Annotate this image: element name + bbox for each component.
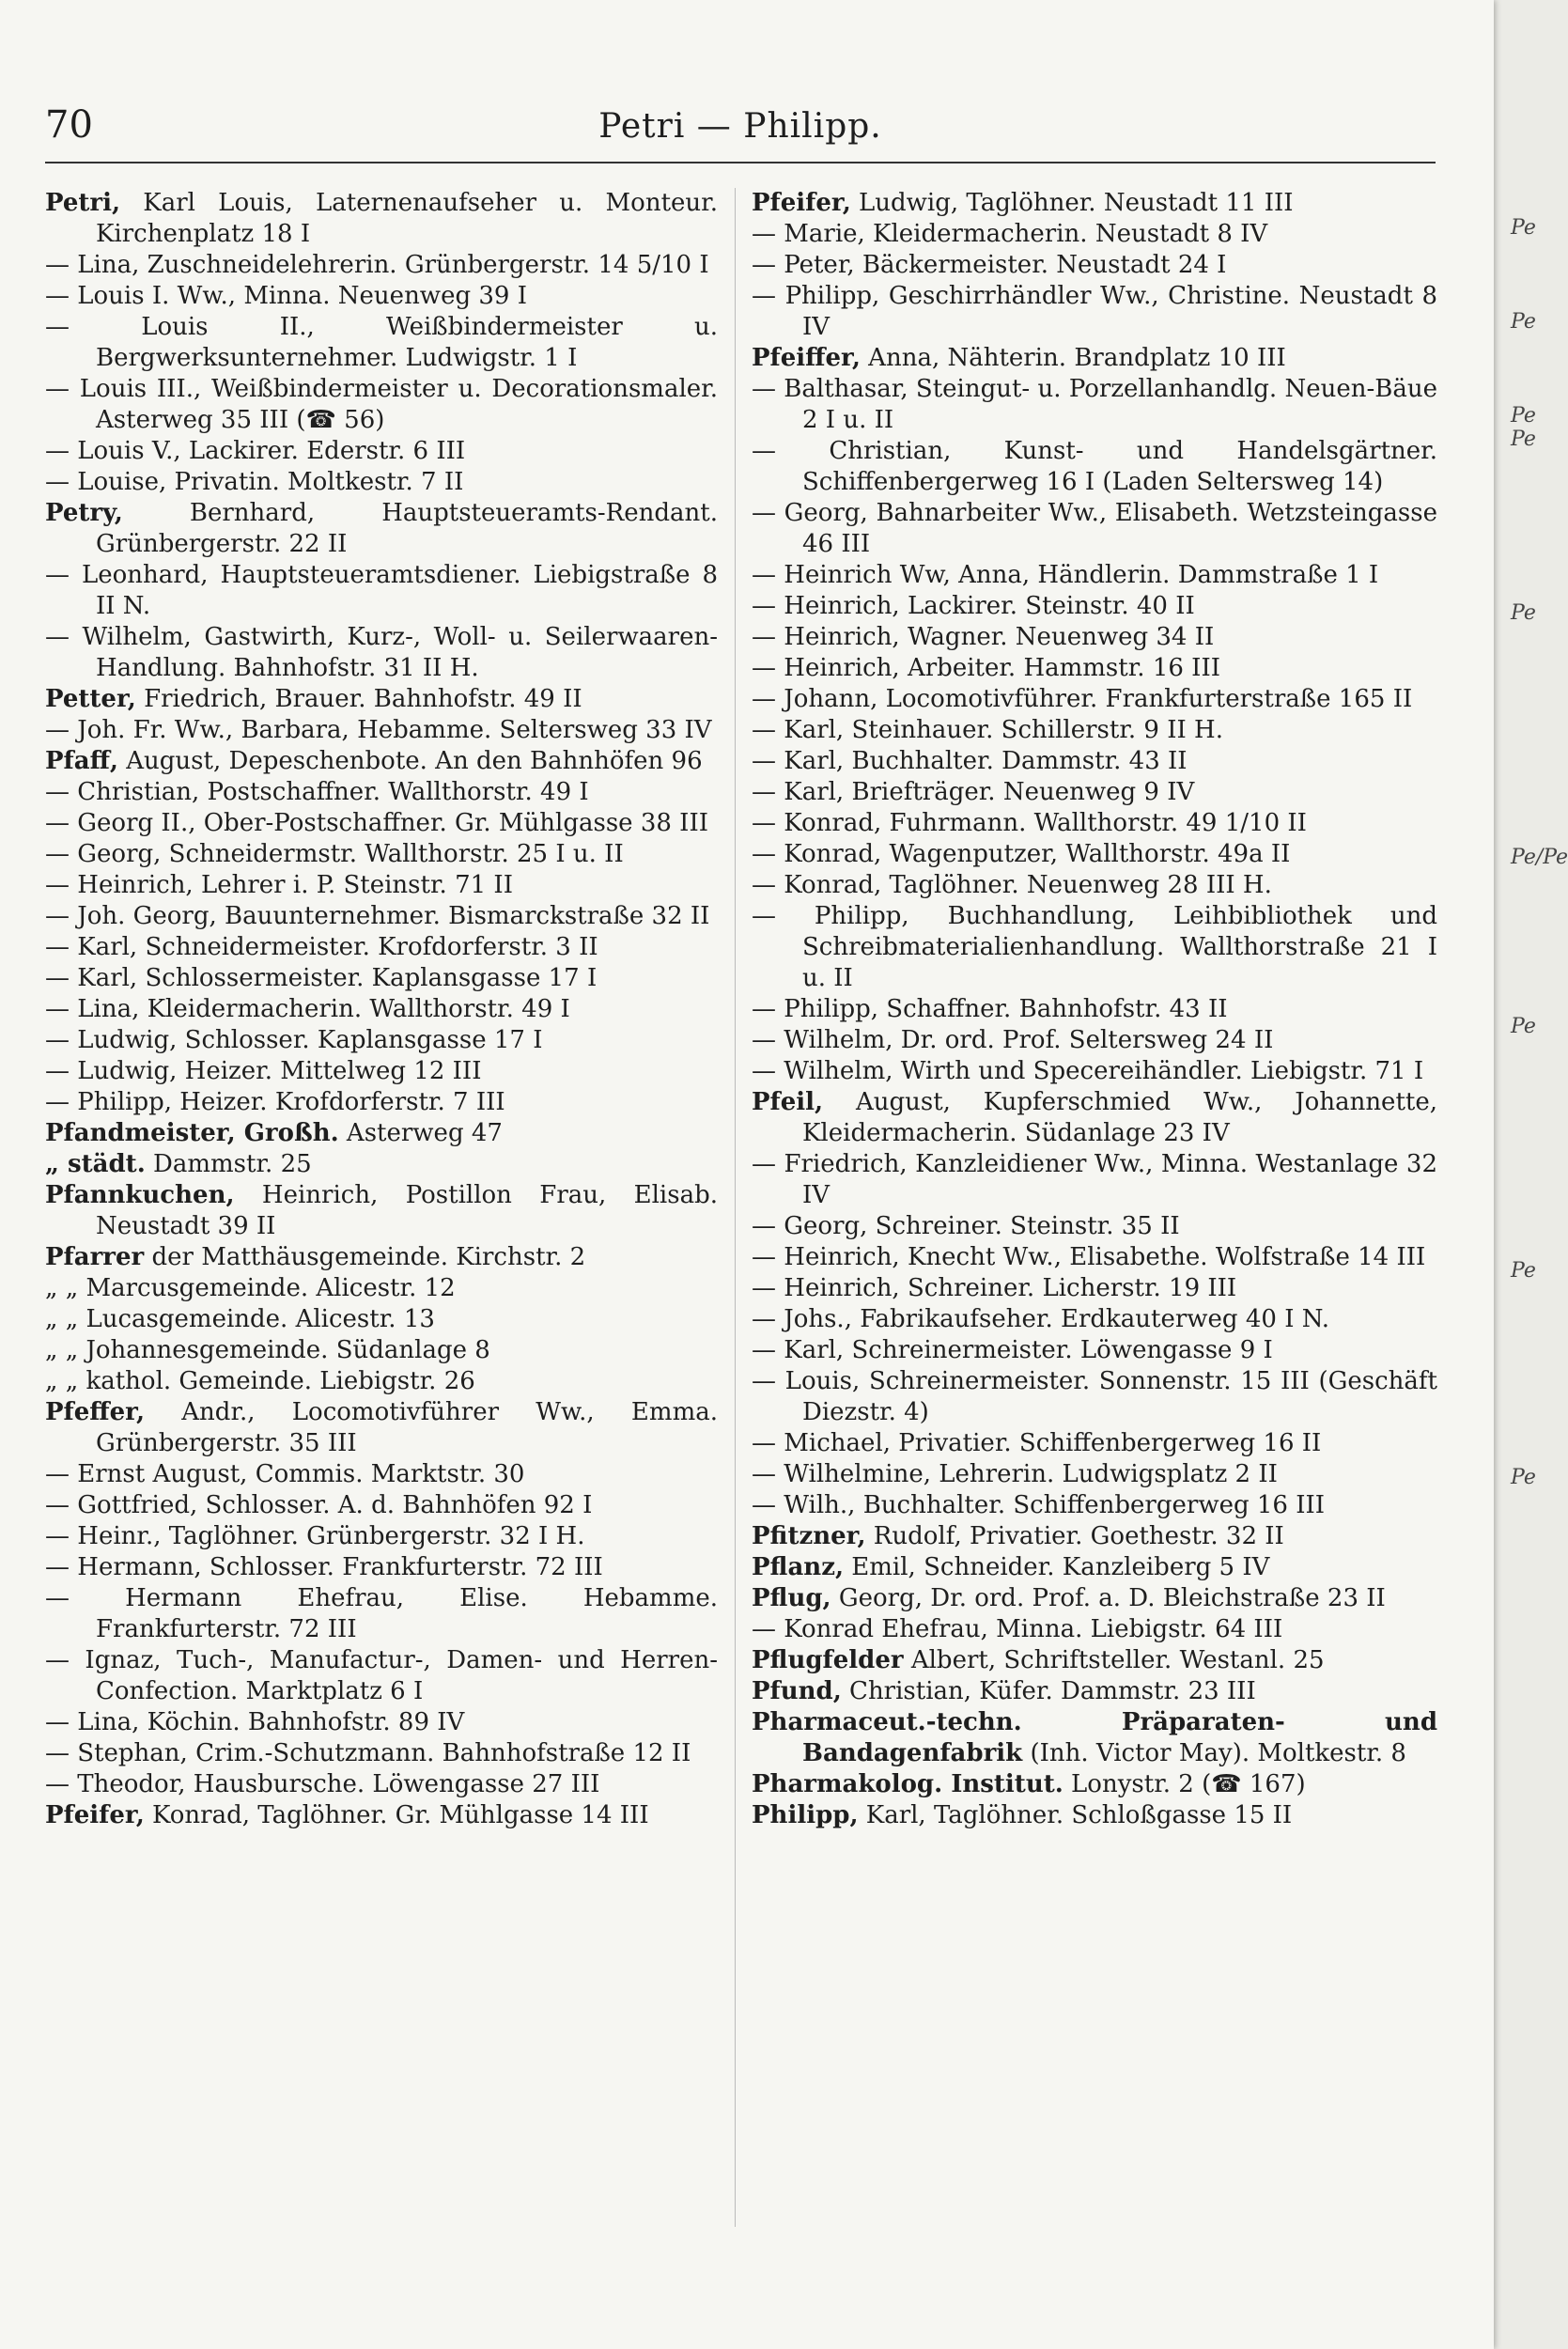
entry-text: — Heinrich, Wagner. Neuenweg 34 II (752, 623, 1215, 651)
directory-entry (45, 1397, 718, 1459)
entry-text: — Karl, Schlossermeister. Kaplansgasse 17 I (45, 964, 598, 992)
entry-surname: Pharmakolog. Institut. (752, 1770, 1063, 1798)
entry-surname: Petry, (45, 499, 123, 527)
entry-surname: Pfaff, (45, 747, 118, 775)
entry-surname: Pfeil, (752, 1088, 824, 1116)
entry-surname: Pflug, (752, 1584, 831, 1612)
directory-entry (752, 1335, 1437, 1366)
entry-text: — Louis III., Weißbindermeister u. Decorationsmaler. Asterweg 35 III (☎ 56) (45, 375, 718, 434)
directory-entry (45, 1118, 718, 1149)
entry-text: — Ignaz, Tuch-, Manufactur-, Damen- und Herren-Confection. Marktplatz 6 I (45, 1646, 718, 1705)
entry-surname: Philipp, (752, 1801, 859, 1829)
directory-entry (752, 1087, 1437, 1149)
entry-text: „ „ Marcusgemeinde. Alicestr. 12 (45, 1274, 456, 1302)
entry-text: — Heinrich Ww, Anna, Händlerin. Dammstraße 1 I (752, 561, 1379, 589)
directory-entry (45, 1025, 718, 1056)
entry-text: — Friedrich, Kanzleidiener Ww., Minna. Westanlage 32 IV (752, 1150, 1437, 1209)
entry-text: — Louis I. Ww., Minna. Neuenweg 39 I (45, 282, 527, 310)
entry-text: Georg, Dr. ord. Prof. a. D. Bleichstraße 23 II (831, 1584, 1386, 1612)
directory-entry (45, 870, 718, 901)
directory-entry (45, 715, 718, 746)
entry-text: — Philipp, Schaffner. Bahnhofstr. 43 II (752, 995, 1228, 1023)
directory-entry (45, 901, 718, 932)
directory-entry (752, 560, 1437, 591)
entry-surname: Pflanz, (752, 1553, 845, 1581)
entry-text: — Heinrich, Lackirer. Steinstr. 40 II (752, 592, 1195, 620)
entry-text: Anna, Nähterin. Brandplatz 10 III (860, 344, 1286, 372)
entry-text: „ „ Lucasgemeinde. Alicestr. 13 (45, 1305, 435, 1333)
entry-text: — Heinrich, Arbeiter. Hammstr. 16 III (752, 654, 1220, 682)
directory-entry (45, 1459, 718, 1490)
directory-entry (45, 1738, 718, 1769)
directory-entry (45, 808, 718, 839)
directory-entry (45, 436, 718, 467)
right-column (752, 188, 1437, 1831)
directory-entry (45, 560, 718, 622)
directory-entry (45, 746, 718, 777)
page-number: 70 (45, 103, 93, 147)
directory-entry (752, 1614, 1437, 1645)
directory-entry (45, 281, 718, 312)
directory-entry (752, 1490, 1437, 1521)
directory-entry (752, 374, 1437, 436)
entry-text: — Konrad, Taglöhner. Neuenweg 28 III H. (752, 871, 1272, 899)
directory-entry (752, 746, 1437, 777)
entry-text: Asterweg 47 (338, 1119, 503, 1147)
entry-surname: „ städt. (45, 1150, 146, 1178)
entry-surname: Pfund, (752, 1677, 842, 1705)
directory-entry (752, 808, 1437, 839)
entry-text: Heinrich, Postillon Frau, Elisab. Neustadt 39 II (96, 1181, 718, 1240)
directory-entry (752, 591, 1437, 622)
entry-text: — Christian, Postschaffner. Wallthorstr. 49 I (45, 778, 589, 806)
edge-mark: Pe Pe (1511, 404, 1536, 451)
entry-text: — Louis V., Lackirer. Ederstr. 6 III (45, 437, 466, 465)
edge-mark: Pe (1511, 1259, 1536, 1283)
directory-entry (752, 901, 1437, 994)
directory-entry (752, 281, 1437, 343)
directory-entry (45, 188, 718, 250)
entry-text: — Philipp, Buchhandlung, Leihbibliothek und Schreibmaterialienhandlung. Wallthorstraße 21 I u. II (752, 902, 1437, 992)
entry-text: — Hermann Ehefrau, Elise. Hebamme. Frankfurterstr. 72 III (45, 1584, 718, 1643)
directory-entry (45, 1521, 718, 1552)
directory-entry (45, 1707, 718, 1738)
directory-entry (45, 374, 718, 436)
directory-entry (45, 777, 718, 808)
entry-text: — Karl, Briefträger. Neuenweg 9 IV (752, 778, 1195, 806)
edge-mark: Pe (1511, 310, 1536, 334)
entry-text: — Ludwig, Schlosser. Kaplansgasse 17 I (45, 1026, 543, 1054)
entry-text: — Heinrich, Lehrer i. P. Steinstr. 71 II (45, 871, 513, 899)
entry-text: der Matthäusgemeinde. Kirchstr. 2 (144, 1243, 586, 1271)
directory-entry (752, 343, 1437, 374)
entry-surname: Pfeifer, (752, 189, 851, 217)
entry-text: Andr., Locomotivführer Ww., Emma. Grünbergerstr. 35 III (96, 1398, 718, 1457)
entry-text: — Ludwig, Heizer. Mittelweg 12 III (45, 1057, 482, 1085)
entry-text: — Heinrich, Schreiner. Licherstr. 19 III (752, 1274, 1237, 1302)
directory-entry (752, 188, 1437, 219)
entry-text: Christian, Küfer. Dammstr. 23 III (841, 1677, 1256, 1705)
directory-entry (45, 1242, 718, 1273)
directory-entry (752, 1273, 1437, 1304)
directory-entry (752, 684, 1437, 715)
edge-mark: Pe/Pe (1511, 846, 1568, 869)
page-edge-thumb-index (1499, 0, 1568, 2349)
directory-entry (45, 1366, 718, 1397)
entry-text: — Lina, Köchin. Bahnhofstr. 89 IV (45, 1708, 465, 1736)
edge-mark: Pe (1511, 216, 1536, 240)
entry-text: Lonystr. 2 (☎ 167) (1063, 1770, 1306, 1798)
directory-entry (752, 870, 1437, 901)
entry-surname: Pfeifer, (45, 1801, 145, 1829)
entry-text: — Wilhelm, Dr. ord. Prof. Seltersweg 24 II (752, 1026, 1274, 1054)
entry-text: — Louise, Privatin. Moltkestr. 7 II (45, 468, 464, 496)
edge-mark: Pe (1511, 1015, 1536, 1038)
entry-text: — Wilh., Buchhalter. Schiffenbergerweg 16 III (752, 1491, 1326, 1519)
entry-text: — Johs., Fabrikaufseher. Erdkauterweg 40 I N. (752, 1305, 1330, 1333)
directory-entry (45, 839, 718, 870)
entry-text: — Wilhelm, Gastwirth, Kurz-, Woll- u. Seilerwaaren-Handlung. Bahnhofstr. 31 II H. (45, 623, 718, 682)
directory-entry (45, 1304, 718, 1335)
directory-entry (45, 1180, 718, 1242)
entry-text: — Lina, Kleidermacherin. Wallthorstr. 49 I (45, 995, 570, 1023)
directory-entry (752, 1676, 1437, 1707)
directory-entry (752, 219, 1437, 250)
directory-entry (752, 1025, 1437, 1056)
entry-text: Rudolf, Privatier. Goethestr. 32 II (865, 1522, 1284, 1550)
directory-entry (45, 1552, 718, 1583)
entry-text: — Balthasar, Steingut- u. Porzellanhandlg. Neuen-Bäue 2 I u. II (752, 375, 1437, 434)
entry-text: — Gottfried, Schlosser. A. d. Bahnhöfen 92 I (45, 1491, 593, 1519)
left-column (45, 188, 718, 1831)
directory-entry (45, 1583, 718, 1645)
directory-entry (752, 1211, 1437, 1242)
directory-entry (752, 250, 1437, 281)
entry-text: „ „ kathol. Gemeinde. Liebigstr. 26 (45, 1367, 475, 1395)
directory-entry (752, 1769, 1437, 1800)
entry-surname: Pharmaceut.-techn. Präparaten- und Bandagenfabrik (752, 1708, 1437, 1767)
directory-entry (752, 1583, 1437, 1614)
directory-entry (45, 250, 718, 281)
entry-text: — Marie, Kleidermacherin. Neustadt 8 IV (752, 220, 1268, 248)
entry-text: — Lina, Zuschneidelehrerin. Grünbergerstr. 14 5/10 I (45, 251, 709, 279)
entry-surname: Pfeiffer, (752, 344, 861, 372)
entry-text: — Louis, Schreinermeister. Sonnenstr. 15 III (Geschäft Diezstr. 4) (752, 1367, 1437, 1426)
running-title: Petri — Philipp. (598, 107, 882, 146)
edge-mark: Pe (1511, 1466, 1536, 1489)
entry-text: — Konrad Ehefrau, Minna. Liebigstr. 64 III (752, 1615, 1283, 1643)
directory-entry (752, 994, 1437, 1025)
entry-text: Dammstr. 25 (145, 1150, 312, 1178)
directory-entry (45, 932, 718, 963)
directory-entry (752, 1645, 1437, 1676)
directory-entry (45, 1335, 718, 1366)
directory-entry (752, 839, 1437, 870)
entry-surname: Pfitzner, (752, 1522, 866, 1550)
directory-entry (752, 498, 1437, 560)
directory-entry (752, 715, 1437, 746)
directory-entry (45, 994, 718, 1025)
entry-text: Ludwig, Taglöhner. Neustadt 11 III (850, 189, 1294, 217)
entry-text: — Wilhelm, Wirth und Specereihändler. Liebigstr. 71 I (752, 1057, 1424, 1085)
directory-entry (45, 1149, 718, 1180)
entry-text: Karl Louis, Laternenaufseher u. Monteur. Kirchenplatz 18 I (96, 189, 718, 248)
directory-entry (45, 1645, 718, 1707)
edge-mark: Pe (1511, 601, 1536, 625)
entry-surname: Pfarrer (45, 1243, 145, 1271)
entry-text: — Karl, Schneidermeister. Krofdorferstr. 3 II (45, 933, 598, 961)
entry-text: — Karl, Steinhauer. Schillerstr. 9 II H. (752, 716, 1223, 744)
directory-entry (45, 467, 718, 498)
directory-entry (752, 622, 1437, 653)
entry-text: Karl, Taglöhner. Schloßgasse 15 II (858, 1801, 1293, 1829)
directory-entry (752, 1428, 1437, 1459)
entry-surname: Pfandmeister, Großh. (45, 1119, 339, 1147)
entry-text: — Heinr., Taglöhner. Grünbergerstr. 32 I H. (45, 1522, 585, 1550)
entry-text: — Leonhard, Hauptsteueramtsdiener. Liebigstraße 8 II N. (45, 561, 718, 620)
directory-entry (45, 684, 718, 715)
entry-surname: Pflugfelder (752, 1646, 904, 1674)
directory-entry (752, 777, 1437, 808)
page-header (45, 94, 1436, 150)
entry-text: — Wilhelmine, Lehrerin. Ludwigsplatz 2 II (752, 1460, 1278, 1488)
entry-text: — Konrad, Fuhrmann. Wallthorstr. 49 1/10 II (752, 809, 1307, 837)
directory-entry (45, 1087, 718, 1118)
directory-entry (45, 622, 718, 684)
directory-entry (752, 1800, 1437, 1831)
entry-text: — Michael, Privatier. Schiffenbergerweg 16 II (752, 1429, 1322, 1457)
entry-text: — Stephan, Crim.-Schutzmann. Bahnhofstraße 12 II (45, 1739, 691, 1767)
entry-text: August, Depeschenbote. An den Bahnhöfen 96 (117, 747, 703, 775)
entry-text: — Georg, Schneidermstr. Wallthorstr. 25 I u. II (45, 840, 624, 868)
entry-text: Emil, Schneider. Kanzleiberg 5 IV (844, 1553, 1270, 1581)
entry-text: — Hermann, Schlosser. Frankfurterstr. 72 III (45, 1553, 603, 1581)
directory-entry (45, 1769, 718, 1800)
directory-entry (752, 1707, 1437, 1769)
entry-text: — Georg, Schreiner. Steinstr. 35 II (752, 1212, 1180, 1240)
entry-text: — Philipp, Geschirrhändler Ww., Christine. Neustadt 8 IV (752, 282, 1437, 341)
entry-text: — Karl, Schreinermeister. Löwengasse 9 I (752, 1336, 1273, 1364)
directory-entry (45, 1273, 718, 1304)
directory-entry (45, 498, 718, 560)
entry-text: Konrad, Taglöhner. Gr. Mühlgasse 14 III (144, 1801, 649, 1829)
entry-surname: Petter, (45, 685, 136, 713)
directory-entry (45, 1056, 718, 1087)
entry-text: Bernhard, Hauptsteueramts-Rendant. Grünbergerstr. 22 II (96, 499, 718, 558)
header-rule (45, 162, 1436, 163)
entry-text: — Karl, Buchhalter. Dammstr. 43 II (752, 747, 1188, 775)
directory-entry (752, 1304, 1437, 1335)
entry-surname: Pfeffer, (45, 1398, 146, 1426)
entry-surname: Pfannkuchen, (45, 1181, 235, 1209)
directory-entry (45, 1490, 718, 1521)
entry-text: — Louis II., Weißbindermeister u. Bergwerksunternehmer. Ludwigstr. 1 I (45, 313, 718, 372)
directory-entry (752, 1056, 1437, 1087)
entry-text: — Philipp, Heizer. Krofdorferstr. 7 III (45, 1088, 505, 1116)
entry-text: „ „ Johannesgemeinde. Südanlage 8 (45, 1336, 490, 1364)
entry-text: (Inh. Victor May). Moltkestr. 8 (1022, 1739, 1406, 1767)
entry-text: — Georg, Bahnarbeiter Ww., Elisabeth. Wetzsteingasse 46 III (752, 499, 1437, 558)
directory-entry (45, 312, 718, 374)
entry-text: — Theodor, Hausbursche. Löwengasse 27 III (45, 1770, 600, 1798)
entry-surname: Petri, (45, 189, 121, 217)
entry-text: — Georg II., Ober-Postschaffner. Gr. Mühlgasse 38 III (45, 809, 708, 837)
directory-entry (752, 1521, 1437, 1552)
directory-entry (752, 436, 1437, 498)
directory-entry (45, 1800, 718, 1831)
directory-entry (752, 653, 1437, 684)
entry-text: — Joh. Fr. Ww., Barbara, Hebamme. Seltersweg 33 IV (45, 716, 712, 744)
directory-entry (752, 1149, 1437, 1211)
directory-entry (752, 1366, 1437, 1428)
directory-entry (752, 1242, 1437, 1273)
entry-text: — Heinrich, Knecht Ww., Elisabethe. Wolfstraße 14 III (752, 1243, 1426, 1271)
entry-text: — Peter, Bäckermeister. Neustadt 24 I (752, 251, 1227, 279)
entry-text: Albert, Schriftsteller. Westanl. 25 (903, 1646, 1325, 1674)
directory-entry (752, 1459, 1437, 1490)
entry-text: Friedrich, Brauer. Bahnhofstr. 49 II (135, 685, 582, 713)
entry-text: August, Kupferschmied Ww., Johannette, Kleidermacherin. Südanlage 23 IV (802, 1088, 1437, 1147)
entry-text: — Joh. Georg, Bauunternehmer. Bismarckstraße 32 II (45, 902, 710, 930)
directory-entry (752, 1552, 1437, 1583)
entry-text: — Konrad, Wagenputzer, Wallthorstr. 49a II (752, 840, 1291, 868)
entry-text: — Christian, Kunst- und Handelsgärtner. Schiffenbergerweg 16 I (Laden Seltersweg 14) (752, 437, 1437, 496)
entry-text: — Johann, Locomotivführer. Frankfurterstraße 165 II (752, 685, 1413, 713)
directory-entry (45, 963, 718, 994)
entry-text: — Ernst August, Commis. Marktstr. 30 (45, 1460, 525, 1488)
